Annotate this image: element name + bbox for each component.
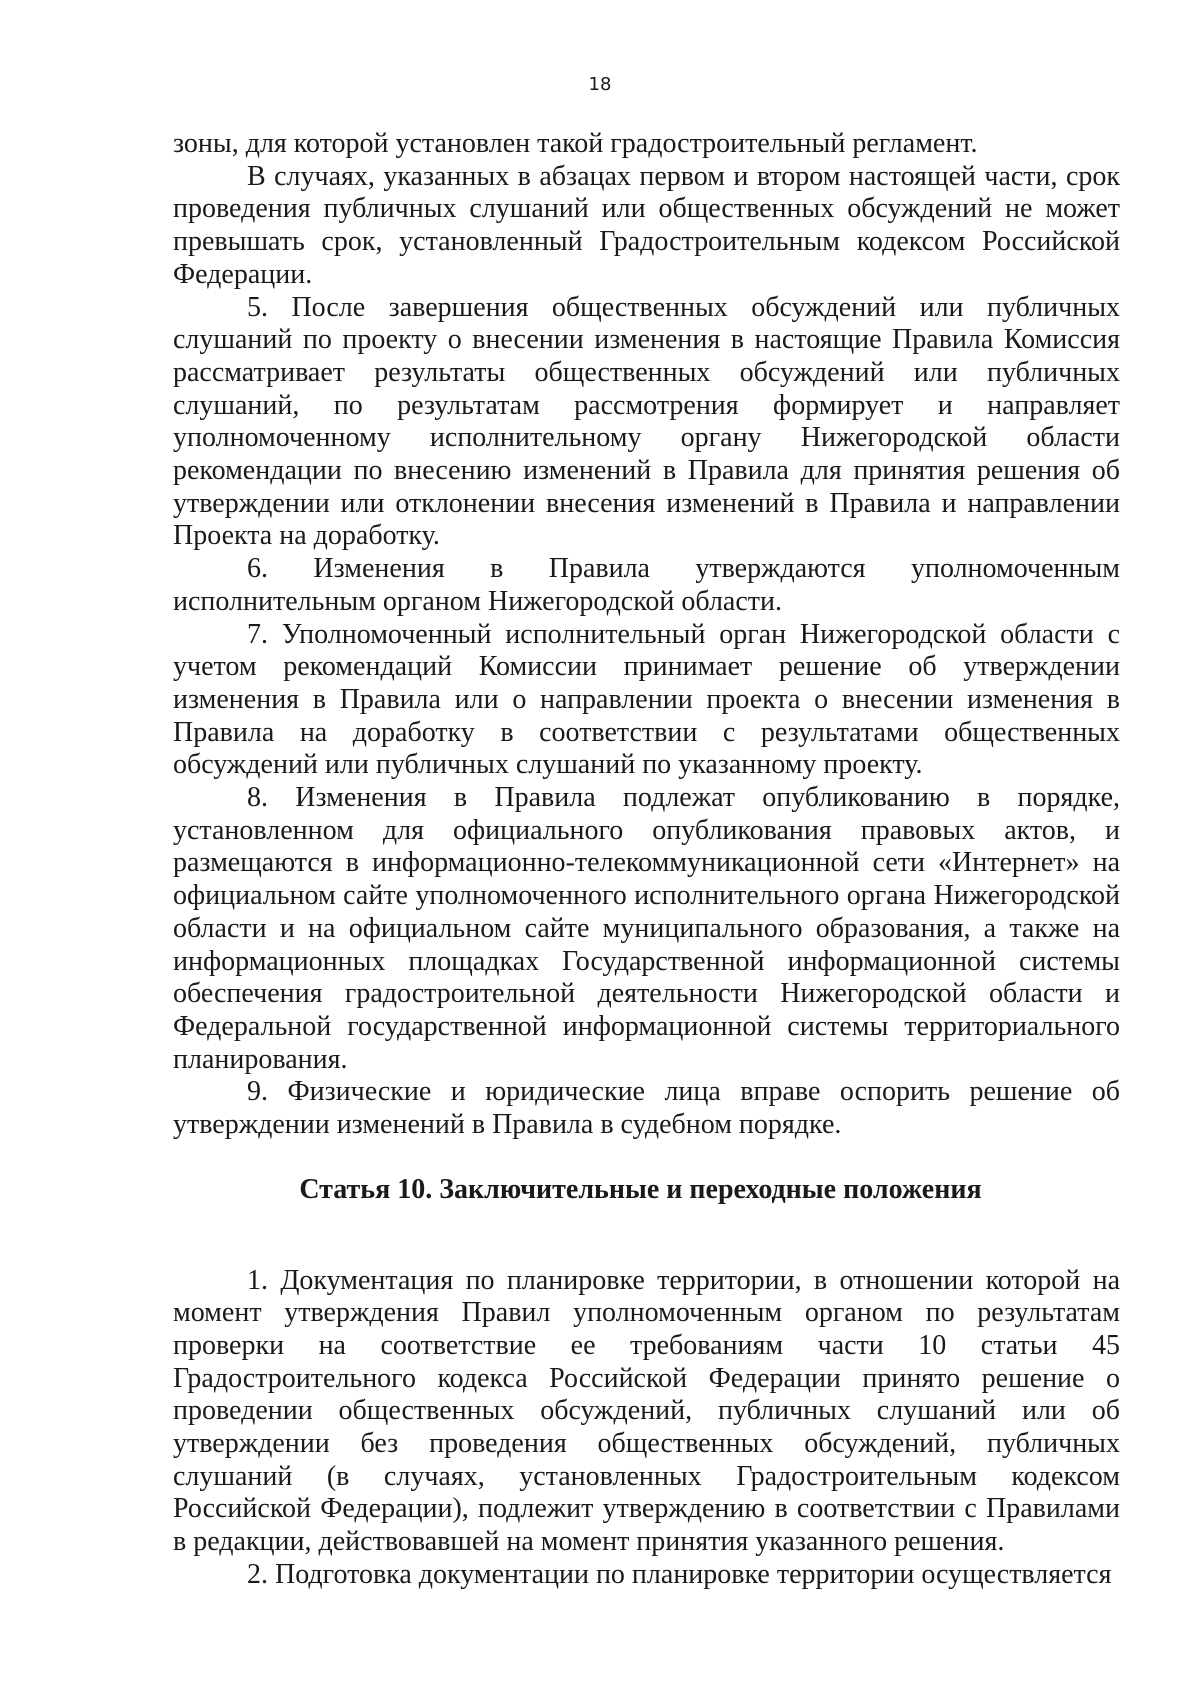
paragraph-item-9: 9. Физические и юридические лица вправе оспорить решение об утверждении изменений в Правила в судебном порядке.: [173, 1076, 1120, 1141]
paragraph-item-6: 6. Изменения в Правила утверждаются уполномоченным исполнительным органом Нижегородской области.: [173, 553, 1120, 617]
article-heading: Статья 10. Заключительные и переходные положения: [299, 1173, 982, 1205]
document-body: [173, 128, 1120, 1592]
paragraph-item-8: 8. Изменения в Правила подлежат опубликованию в порядке, установленном для официального опубликования правовых актов, и размещаются в информационно-телекоммуникационной сети «Интернет» на официальном сайте уполномоченного исполнительного органа Нижегородской области и на официальном сайте муниципального образования, а также на информационных площадках Государственной информационной системы обеспечения градостроительной деятельности Нижегородской области и Федеральной государственной информационной системы территориального планирования.: [173, 782, 1120, 1075]
paragraph-continuation: зоны, для которой установлен такой градостроительный регламент.: [173, 128, 978, 159]
paragraph-hearings-term: В случаях, указанных в абзацах первом и втором настоящей части, срок проведения публичных слушаний или общественных обсуждений не может превышать срок, установленный Градостроительным кодексом Российской Федерации.: [173, 160, 1120, 290]
page-number: 18: [588, 74, 612, 95]
paragraph-article10-item-1: 1. Документация по планировке территории, в отношении которой на момент утверждения Правил уполномоченным органом по результатам проверки на соответствие ее требованиям части 10 статьи 45 Градостроительного кодекса Российской Федерации принято решение о проведении общественных обсуждений, публичных слушаний или об утверждении без проведения общественных обсуждений, публичных слушаний (в случаях, установленных Градостроительным кодексом Российской Федерации), подлежит утверждению в соответствии с Правилами в редакции, действовавшей на момент принятия указанного решения.: [173, 1264, 1120, 1558]
paragraph-item-5: 5. После завершения общественных обсуждений или публичных слушаний по проекту о внесении изменения в настоящие Правила Комиссия рассматривает результаты общественных обсуждений или публичных слушаний, по результатам рассмотрения формирует и направляет уполномоченному исполнительному органу Нижегородской области рекомендации по внесению изменений в Правила для принятия решения об утверждении или отклонении внесения изменений в Правила и направлении Проекта на доработку.: [173, 291, 1120, 552]
paragraph-article10-item-2: 2. Подготовка документации по планировке территории осуществляется: [247, 1558, 1112, 1590]
paragraph-item-7: 7. Уполномоченный исполнительный орган Нижегородской области с учетом рекомендаций Комиссии принимает решение об утверждении изменения в Правила или о направлении проекта о внесении изменения в Правила на доработку в соответствии с результатами общественных обсуждений или публичных слушаний по указанному проекту.: [173, 618, 1120, 781]
